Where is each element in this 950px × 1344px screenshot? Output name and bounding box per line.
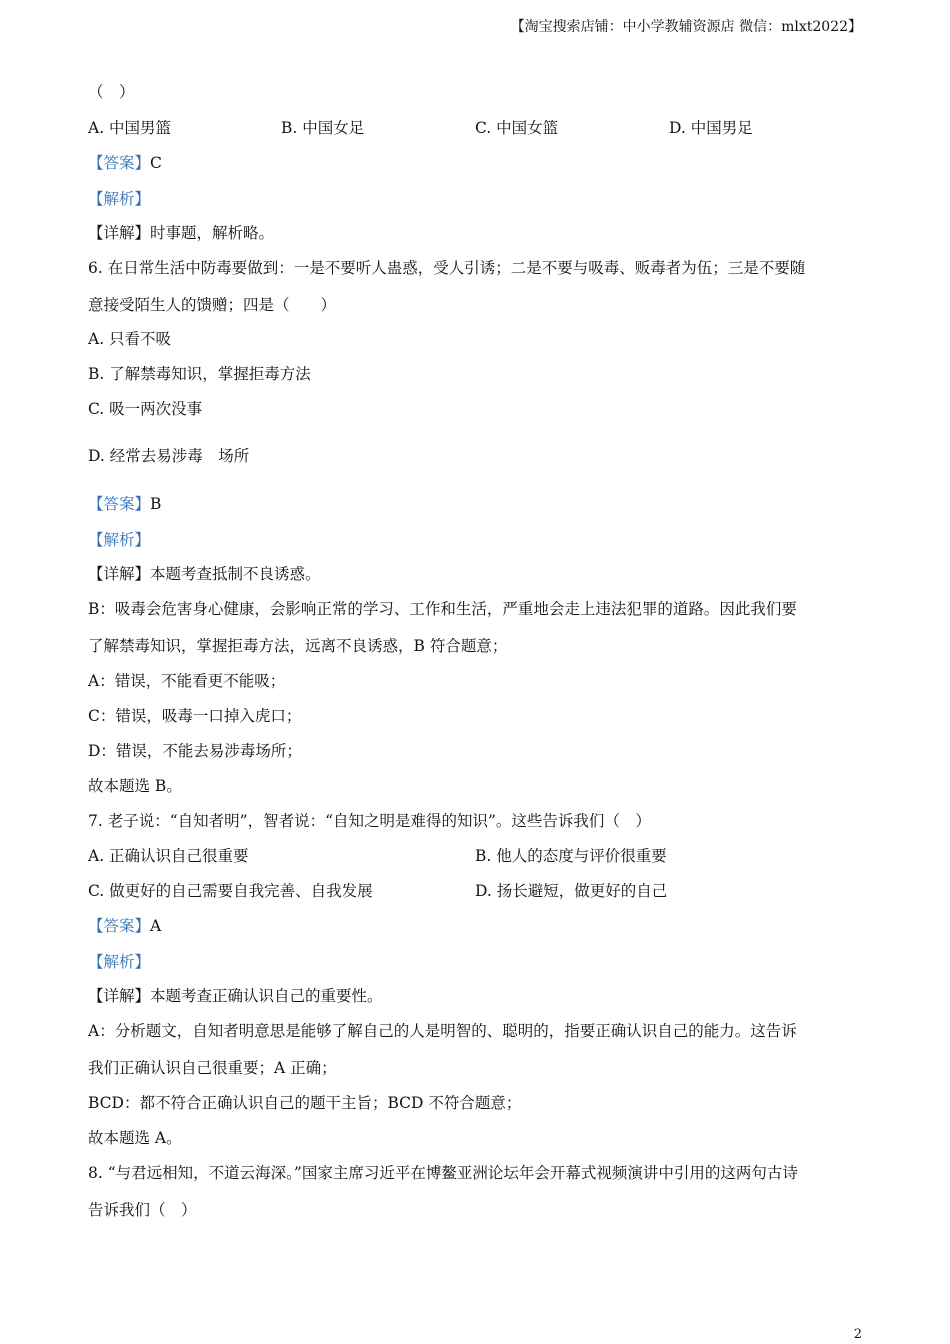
detail-label: 【详解】 (88, 987, 151, 1005)
detail-label: 【详解】 (88, 224, 151, 242)
q6-stem-line1: 6. 在日常生活中防毒要做到：一是不要听人蛊惑，受人引诱；二是不要与吸毒、贩毒者为伍；三是不要随 (88, 259, 806, 277)
q6-option-c: C. 吸一两次没事 (88, 400, 203, 418)
q7-explanation-line3: BCD：都不符合正确认识自己的题干主旨；BCD 不符合题意； (88, 1094, 522, 1112)
q7-stem: 7. 老子说：“自知者明”，智者说：“自知之明是难得的知识”。这些告诉我们（ ） (88, 812, 651, 830)
q8-stem-line1: 8. “与君远相知，不道云海深。”国家主席习近平在博鳌亚洲论坛年会开幕式视频演讲中引用的这两句古诗 (88, 1164, 798, 1182)
detail-label: 【详解】 (88, 565, 151, 583)
q7-detail (88, 984, 383, 1006)
q7-detail-text: 本题考查正确认识自己的重要性。 (150, 987, 383, 1005)
q5-option-d: D. 中国男足 (669, 119, 753, 137)
q7-option-d: D. 扬长避短，做更好的自己 (475, 882, 668, 900)
q6-explanation-line2: 了解禁毒知识，掌握拒毒方法，远离不良诱惑，B 符合题意； (88, 637, 508, 655)
q6-detail (88, 562, 321, 584)
q5-answer-value: C (150, 154, 162, 172)
answer-label: 【答案】 (88, 917, 151, 935)
q6-explanation-line3: A：错误，不能看更不能吸； (88, 672, 286, 690)
q6-explanation-line5: D：错误，不能去易涉毒场所； (88, 742, 302, 760)
q6-option-a: A. 只看不吸 (88, 330, 172, 348)
q5-detail (88, 221, 274, 243)
q5-analysis-label: 【解析】 (88, 190, 151, 208)
q7-option-c: C. 做更好的自己需要自我完善、自我发展 (88, 882, 373, 900)
q7-explanation-line1: A：分析题文，自知者明意思是能够了解自己的人是明智的、聪明的，指要正确认识自己的能力。这告诉 (88, 1022, 797, 1040)
q7-option-a: A. 正确认识自己很重要 (88, 847, 249, 865)
q7-answer (88, 914, 161, 936)
answer-label: 【答案】 (88, 495, 151, 513)
q7-explanation-line2: 我们正确认识自己很重要；A 正确； (88, 1059, 337, 1077)
q5-stem-tail: （ ） (88, 83, 135, 101)
q5-option-a: A. 中国男篮 (88, 119, 172, 137)
q5-answer (88, 151, 162, 173)
q6-option-b: B. 了解禁毒知识，掌握拒毒方法 (88, 365, 311, 383)
q5-detail-text: 时事题，解析略。 (150, 224, 275, 242)
q6-answer (88, 492, 161, 514)
q8-stem-line2: 告诉我们（ ） (88, 1201, 197, 1219)
q7-analysis-label: 【解析】 (88, 953, 151, 971)
q6-option-d: D. 经常去易涉毒 场所 (88, 447, 250, 465)
q7-conclusion: 故本题选 A。 (88, 1129, 182, 1147)
q6-explanation-line4: C：错误，吸毒一口掉入虎口； (88, 707, 302, 725)
q6-analysis-label: 【解析】 (88, 531, 151, 549)
page-header: 【淘宝搜索店铺：中小学教辅资源店 微信：mlxt2022】 (510, 19, 862, 35)
q6-conclusion: 故本题选 B。 (88, 777, 182, 795)
q6-answer-value: B (150, 495, 162, 513)
page-number: 2 (853, 1327, 862, 1342)
q6-explanation-line1: B：吸毒会危害身心健康，会影响正常的学习、工作和生活，严重地会走上违法犯罪的道路。因此我们要 (88, 600, 797, 618)
q6-stem-line2: 意接受陌生人的馈赠；四是（ ） (88, 296, 337, 314)
q6-detail-text: 本题考查抵制不良诱惑。 (150, 565, 321, 583)
q7-answer-value: A (150, 917, 162, 935)
q5-option-b: B. 中国女足 (281, 119, 365, 137)
q7-option-b: B. 他人的态度与评价很重要 (475, 847, 667, 865)
answer-label: 【答案】 (88, 154, 151, 172)
q5-option-c: C. 中国女篮 (475, 119, 559, 137)
